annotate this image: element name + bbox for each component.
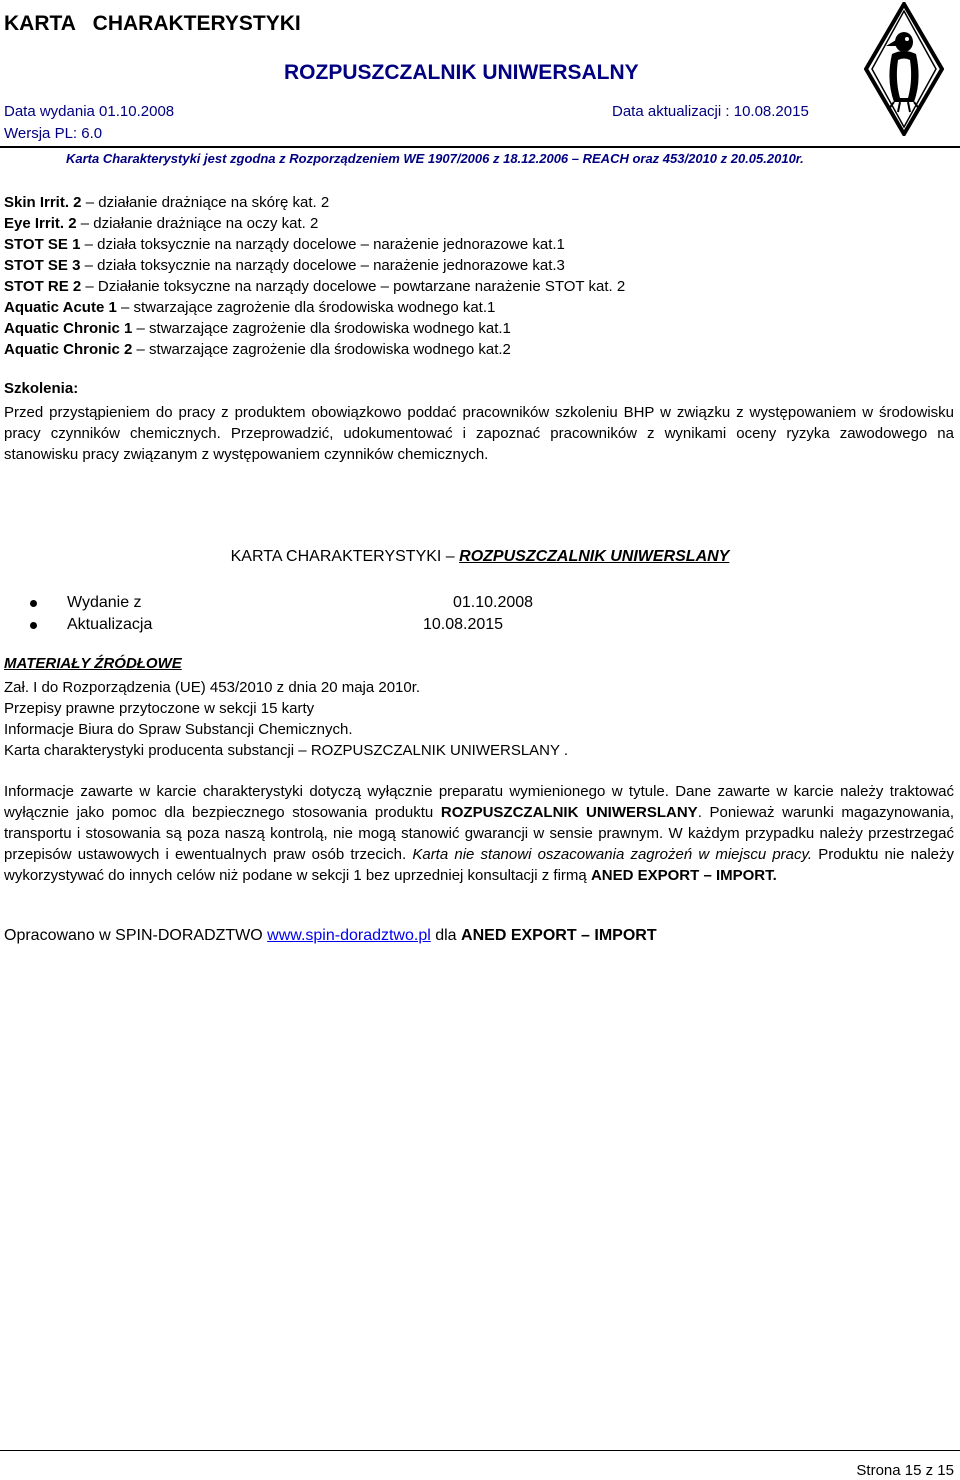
card-title [0, 548, 960, 566]
hazard-code: Aquatic Chronic 2 [4, 341, 133, 358]
hazard-row [4, 234, 954, 255]
hazard-description: – Działanie toksyczne na narządy docelowe – powtarzane narażenie STOT kat. 2 [81, 278, 626, 295]
hazard-code: STOT SE 3 [4, 257, 81, 274]
hazard-row [4, 339, 954, 360]
source-line: Zał. I do Rozporządzenia (UE) 453/2010 z dnia 20 maja 2010r. [4, 679, 421, 696]
header-divider [0, 146, 960, 148]
bullet-icon [30, 622, 37, 629]
hazard-code: Eye Irrit. 2 [4, 215, 77, 232]
hazard-description: – stwarzające zagrożenie dla środowiska wodnego kat.2 [132, 341, 511, 358]
spin-doradztwo-link[interactable]: www.spin-doradztwo.pl [267, 927, 431, 944]
issue-date: Data wydania 01.10.2008 [4, 103, 175, 120]
footer-divider [0, 1450, 960, 1451]
training-heading: Szkolenia: [4, 380, 79, 397]
hazard-code: Skin Irrit. 2 [4, 194, 82, 211]
card-title-product: ROZPUSZCZALNIK UNIWERSLANY [459, 548, 730, 565]
prepared-prefix: Opracowano w SPIN-DORADZTWO [4, 927, 268, 944]
issue-label: Wydanie z [67, 594, 142, 611]
disclaimer-company: ANED EXPORT – IMPORT. [590, 867, 777, 884]
hazard-row [4, 318, 954, 339]
issue-value: 01.10.2008 [453, 594, 534, 611]
compliance-note: Karta Charakterystyki jest zgodna z Rozporządzeniem WE 1907/2006 z 18.12.2006 – REACH oraz 453/2010 z 20.05.2010r. [66, 151, 804, 166]
sources-heading: MATERIAŁY ŹRÓDŁOWE [4, 655, 182, 672]
document-header [0, 0, 960, 180]
hazard-row [4, 276, 954, 297]
disclaimer-text: Informacje zawarte w karcie charakterystyki dotyczą wyłącznie preparatu wymienionego w tytule. Dane zawarte w karcie należy traktować wyłącznie jako pomoc dla bezpiecznego stosowania produktu [4, 783, 954, 821]
bullet-icon [30, 600, 37, 607]
hazard-description: – działanie drażniące na skórę kat. 2 [81, 194, 330, 211]
hazard-description: – działanie drażniące na oczy kat. 2 [76, 215, 319, 232]
hazard-row [4, 213, 954, 234]
training-paragraph: Przed przystąpieniem do pracy z produktem obowiązkowo poddać pracowników szkoleniu BHP w związku z występowaniem w środowisku pracy czynników chemicznych. Przeprowadzić, udokumentować i zapoznać pracowników z wynikami oceny ryzyka zawodowego na stanowisku pracy związanym z występowaniem czynników chemicznych. [4, 404, 954, 463]
update-date: Data aktualizacji : 10.08.2015 [612, 103, 809, 120]
issue-label: Aktualizacja [67, 616, 153, 633]
hazard-classification-list [4, 192, 954, 360]
hazard-description: – działa toksycznie na narządy docelowe – narażenie jednorazowe kat.3 [80, 257, 565, 274]
hazard-code: Aquatic Acute 1 [4, 299, 117, 316]
disclaimer-paragraph [4, 781, 954, 886]
hazard-code: Aquatic Chronic 1 [4, 320, 133, 337]
disclaimer-italic-note: Karta nie stanowi oszacowania zagrożeń w miejscu pracy. [412, 846, 813, 863]
penguin-diamond-logo-icon [864, 2, 944, 136]
hazard-row [4, 192, 954, 213]
card-title-prefix: KARTA CHARAKTERYSTYKI – [230, 548, 460, 565]
disclaimer-text: . Ponieważ warunki magazynowania, transportu i stosowania są poza naszą kontrolą, nie mogą stanowić gwarancji w sensie prawnym. W każdym przypadku należy przestrzegać przepisów ustawowych i ewentualnych praw osób trzecich. [4, 804, 955, 863]
product-name: ROZPUSZCZALNIK UNIWERSALNY [284, 61, 639, 84]
prepared-middle: dla [430, 927, 462, 944]
source-line: Informacje Biura do Spraw Substancji Chemicznych. [4, 721, 353, 738]
hazard-code: STOT RE 2 [4, 278, 82, 295]
issue-value: 10.08.2015 [423, 616, 504, 633]
prepared-by-line [4, 927, 657, 945]
hazard-code: STOT SE 1 [4, 236, 81, 253]
hazard-row [4, 297, 954, 318]
disclaimer-product: ROZPUSZCZALNIK UNIWERSLANY [440, 804, 698, 821]
source-line: Przepisy prawne przytoczone w sekcji 15 karty [4, 700, 315, 717]
document-title: KARTA CHARAKTERYSTYKI [4, 12, 301, 35]
prepared-company: ANED EXPORT – IMPORT [461, 927, 657, 944]
sources-list [4, 677, 568, 761]
source-line: Karta charakterystyki producenta substancji – ROZPUSZCZALNIK UNIWERSLANY . [4, 742, 569, 759]
disclaimer-text: Produktu nie należy wykorzystywać do innych celów niż podane w sekcji 1 bez uprzedniej konsultacji z firmą [4, 846, 954, 884]
page-number: Strona 15 z 15 [856, 1462, 954, 1479]
hazard-description: – działa toksycznie na narządy docelowe – narażenie jednorazowe kat.1 [80, 236, 565, 253]
hazard-row [4, 255, 954, 276]
version-label: Wersja PL: 6.0 [4, 125, 103, 142]
hazard-description: – stwarzające zagrożenie dla środowiska wodnego kat.1 [116, 299, 496, 316]
hazard-description: – stwarzające zagrożenie dla środowiska wodnego kat.1 [132, 320, 511, 337]
